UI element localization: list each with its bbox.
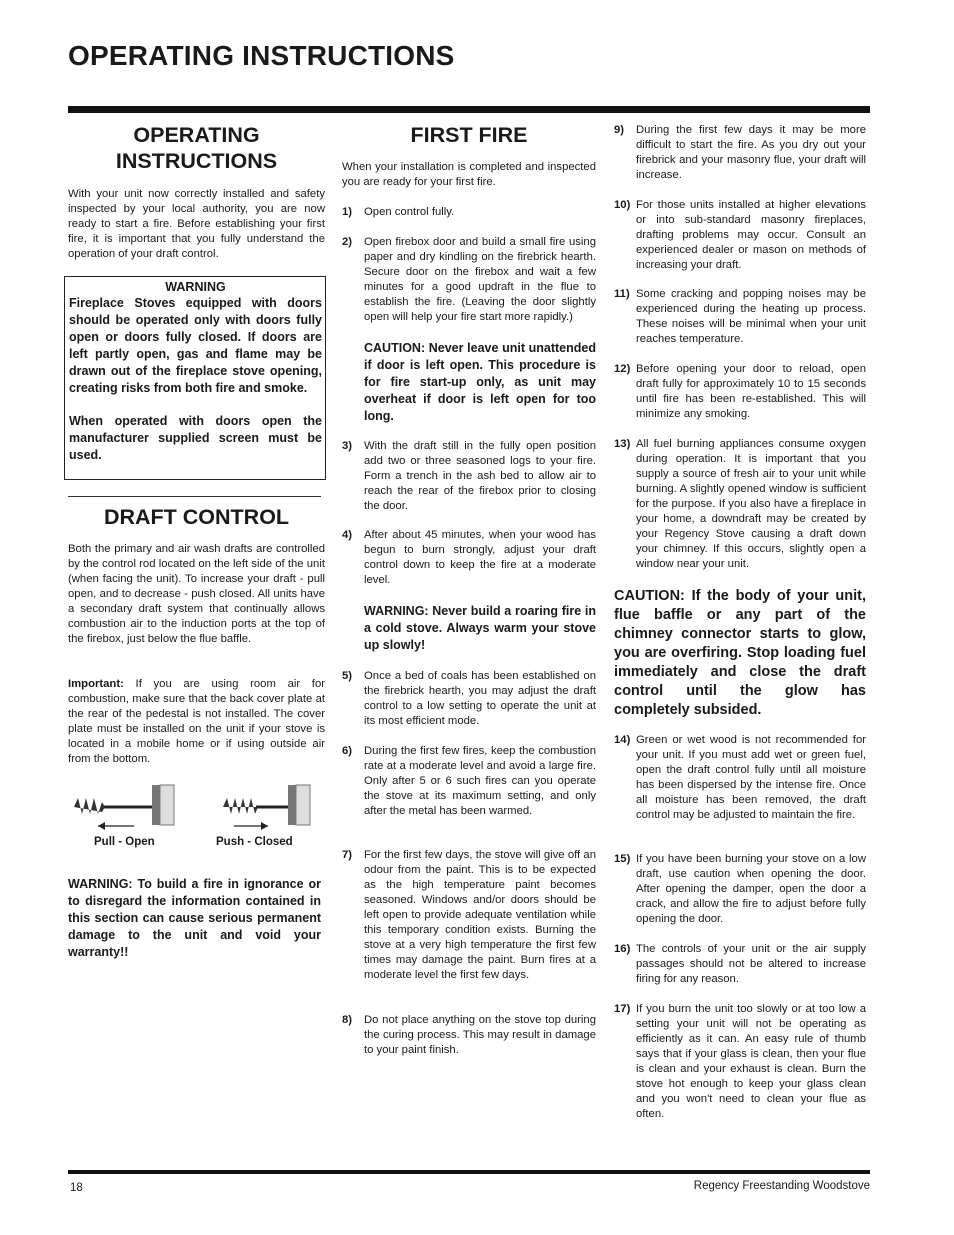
list-item: 7) For the first few days, the stove will give off an odour from the paint. This is to be expected as the high temperature paint becomes seasoned. Windows and/or doors should be left open to provide adequate ventilation while this temporary condition exists. Burning the stove at a very high temperature the first few times may damage the paint. Burn fires at a moderate level the first few days.: [342, 849, 596, 981]
roaring-fire-warning: WARNING: Never build a roaring fire in a cold stove. Always warm your stove up slowly!: [364, 604, 596, 652]
list-item: 11) Some cracking and popping noises may be experienced during the heating up process. These noises will be minimal when your unit reaches temperature.: [614, 288, 866, 345]
operating-intro: With your unit now correctly installed and safety inspected by your local authority, you are now ready to start a fire. Before establishing your first fire, it is important that you fully understand the operation of your draft control.: [68, 188, 325, 260]
first-fire-heading: FIRST FIRE: [410, 123, 528, 147]
first-fire-intro: When your installation is completed and inspected you are ready for your first fire.: [342, 161, 596, 188]
important-note: [68, 677, 325, 767]
push-closed-diagram: [223, 785, 310, 830]
draft-control-diagram: [68, 780, 318, 835]
final-warning: WARNING: To build a fire in ignorance or to disregard the information contained in this section can cause serious permanent damage to the unit and void your warranty!!: [68, 877, 321, 959]
list-item: 6) During the first few fires, keep the combustion rate at a moderate level and avoid a large fire. Only after 5 or 6 such fires can you operate the stove at its maximum setting, and only after the metal has been warmed.: [342, 745, 596, 817]
page-title: OPERATING INSTRUCTIONS: [68, 40, 455, 71]
top-rule: [68, 106, 870, 113]
first-fire-caution: CAUTION: Never leave unit unattended if door is left open. This procedure is for fire start-up only, as unit may overheat if door is left open for too long.: [364, 341, 596, 423]
list-item: 4) After about 45 minutes, when your wood has begun to burn strongly, adjust your draft control down to keep the fire at a moderate level.: [342, 529, 596, 586]
list-item: 9) During the first few days it may be more difficult to start the fire. As you dry out your firebrick and your masonry flue, your draft will increase.: [614, 124, 866, 181]
list-item: 13) All fuel burning appliances consume oxygen during operation. It is important that you supply a source of fresh air to your unit while burning. A slightly opened window is sufficient for the purpose. If you also have a fireplace in your home, a downdraft may be created by your Regency Stove causing a draft down your chimney. If this occurs, slightly open a window near your unit.: [614, 438, 866, 570]
list-item: 2) Open firebox door and build a small fire using paper and dry kindling on the firebrick hearth. Secure door on the firebox and wait a few minutes for a good updraft in the flue to establish the fire. (Leaving the door slightly open will help your fire start more rapidly.): [342, 236, 596, 323]
warning-screen-text: When operated with doors open the manufacturer supplied screen must be used.: [69, 414, 322, 462]
warning-title: WARNING: [165, 280, 226, 294]
operating-instructions-heading: OPERATING INSTRUCTIONS: [115, 123, 278, 173]
pull-open-diagram: [74, 785, 174, 830]
list-item: 3) With the draft still in the fully open position add two or three seasoned logs to your fire. Form a trench in the ash bed to allow air to reach the rear of the firebox prior to closing the door.: [342, 440, 596, 512]
list-item: 1) Open control fully.: [342, 206, 455, 218]
list-item: 5) Once a bed of coals has been established on the firebrick hearth, you may adjust the draft control to a low setting to operate the unit at its most efficient mode.: [342, 670, 596, 727]
important-text: If you are using room air for combustion, make sure that the back cover plate at the rear of the pedestal is not installed. The cover plate must be installed on the unit if your stove is located in a mobile home or if using outside air from the bottom.: [68, 678, 325, 765]
footer-title: Regency Freestanding Woodstove: [693, 1180, 870, 1192]
section-divider: [68, 496, 321, 497]
warning-doors-text: Fireplace Stoves equipped with doors should be operated only with doors fully open or doors fully closed. If doors are left partly open, gas and flame may be drawn out of the fireplace stove opening, creating risks from both fire and smoke.: [69, 296, 322, 395]
pull-open-label: Pull - Open: [94, 836, 155, 848]
list-item: 12) Before opening your door to reload, open draft fully for approximately 10 to 15 seconds until fire has been re-established. This will minimize any smoking.: [614, 363, 866, 420]
list-item: 8) Do not place anything on the stove top during the curing process. This may result in damage to your paint finish.: [342, 1014, 596, 1056]
bottom-rule: [68, 1170, 870, 1174]
list-item: 15) If you have been burning your stove on a low draft, use caution when opening the door. After opening the damper, open the door a crack, and allow the fire to adjust before fully opening the door.: [614, 853, 866, 925]
overfiring-caution: CAUTION: If the body of your unit, flue baffle or any part of the chimney connector starts to glow, you are overfiring. Stop loading fuel immediately and close the draft control until the glow has completely subsided.: [614, 588, 866, 718]
warning-box: [64, 276, 326, 480]
page-number: 18: [70, 1182, 83, 1194]
important-label: Important:: [68, 678, 124, 690]
list-item: 10) For those units installed at higher elevations or into sub-standard masonry fireplaces, drafting problems may occur. Consult an experienced dealer or mason on methods of increasing your draft.: [614, 199, 866, 271]
push-closed-label: Push - Closed: [216, 836, 293, 848]
draft-control-text: Both the primary and air wash drafts are controlled by the control rod located on the left side of the unit (when facing the unit). To increase your draft - pull open, and to decrease - push closed. All units have a secondary draft system that continually allows combustion air to the induction ports at the top of the firebox, just below the flue baffle.: [68, 543, 325, 645]
list-item: 16) The controls of your unit or the air supply passages should not be altered to increase firing for any reason.: [614, 943, 866, 985]
list-item: 17) If you burn the unit too slowly or at too low a setting your unit will not be operating as efficiently as it can. An easy rule of thumb says that if your glass is clean, then your flue is clean and your exhaust is clean. Burn the stove hot enough to keep your glass clean and you won't need to clean your flue as often.: [614, 1003, 866, 1120]
draft-control-heading: DRAFT CONTROL: [103, 505, 290, 529]
list-item: 14) Green or wet wood is not recommended for your unit. If you must add wet or green fuel, open the draft control fully until all moisture has been dispersed by the intense fire. Once all moisture has been removed, the draft control may be adjusted to maintain the fire.: [614, 734, 866, 821]
